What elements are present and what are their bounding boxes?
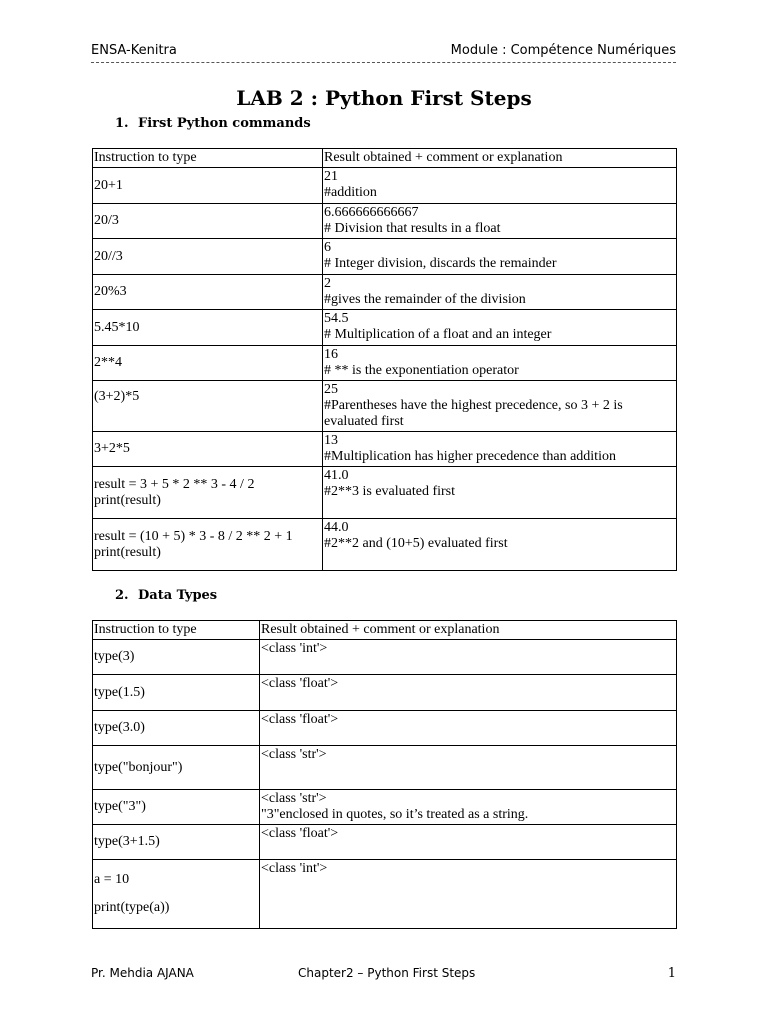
result-cell: 41.0 #2**3 is evaluated first: [323, 467, 677, 519]
instruction-cell: a = 10 print(type(a)): [93, 860, 260, 929]
instruction-cell: type(3+1.5): [93, 825, 260, 860]
section-2-heading: [115, 588, 217, 603]
col-result-header: Result obtained + comment or explanation: [260, 621, 677, 640]
instruction-cell: type("bonjour"): [93, 746, 260, 790]
table-row: [93, 467, 677, 519]
table-row: [93, 825, 677, 860]
table-row: [93, 310, 677, 346]
table-row: [93, 168, 677, 204]
section-1-number: 1.: [115, 116, 129, 131]
instruction-cell: type(1.5): [93, 675, 260, 711]
instruction-cell: 20/3: [93, 204, 323, 239]
table-row: [93, 275, 677, 310]
result-cell: 44.0 #2**2 and (10+5) evaluated first: [323, 519, 677, 571]
result-cell: <class 'int'>: [260, 640, 677, 675]
result-cell: 2 #gives the remainder of the division: [323, 275, 677, 310]
result-cell: 6.666666666667 # Division that results in a float: [323, 204, 677, 239]
header-divider: [91, 62, 676, 63]
table-row: [93, 711, 677, 746]
result-cell: 13 #Multiplication has higher precedence than addition: [323, 432, 677, 467]
table-row: [93, 432, 677, 467]
instruction-cell: 20%3: [93, 275, 323, 310]
footer-page-number: 1: [667, 966, 676, 981]
result-cell: <class 'float'>: [260, 825, 677, 860]
header-module: Module : Compétence Numériques: [450, 43, 676, 58]
section-1-heading: [115, 116, 311, 131]
result-cell: <class 'str'>: [260, 746, 677, 790]
instruction-cell: (3+2)*5: [93, 381, 323, 432]
col-instruction-header: Instruction to type: [93, 621, 260, 640]
instruction-cell: 20//3: [93, 239, 323, 275]
instruction-cell: 20+1: [93, 168, 323, 204]
instruction-cell: type("3"): [93, 790, 260, 825]
page-title: LAB 2 : Python First Steps: [236, 86, 532, 110]
result-cell: 16 # ** is the exponentiation operator: [323, 346, 677, 381]
result-cell: 54.5 # Multiplication of a float and an integer: [323, 310, 677, 346]
data-types-table: [92, 620, 677, 929]
table-row: [93, 790, 677, 825]
table-header-row: [93, 149, 677, 168]
section-2-number: 2.: [115, 588, 129, 603]
table-row: [93, 346, 677, 381]
result-cell: <class 'float'>: [260, 675, 677, 711]
result-cell: <class 'str'> "3"enclosed in quotes, so it’s treated as a string.: [260, 790, 677, 825]
table-row: [93, 746, 677, 790]
footer-author: Pr. Mehdia AJANA: [91, 966, 194, 980]
col-instruction-header: Instruction to type: [93, 149, 323, 168]
footer-chapter: Chapter2 – Python First Steps: [298, 966, 476, 980]
section-2-title: Data Types: [138, 588, 218, 603]
table-row: [93, 640, 677, 675]
table-row: [93, 239, 677, 275]
result-cell: <class 'float'>: [260, 711, 677, 746]
col-result-header: Result obtained + comment or explanation: [323, 149, 677, 168]
table-row: [93, 860, 677, 929]
table-row: [93, 675, 677, 711]
instruction-cell: 5.45*10: [93, 310, 323, 346]
instruction-cell: type(3): [93, 640, 260, 675]
instruction-cell: result = (10 + 5) * 3 - 8 / 2 ** 2 + 1 print(result): [93, 519, 323, 571]
instruction-cell: 3+2*5: [93, 432, 323, 467]
python-commands-table: [92, 148, 677, 571]
section-1-title: First Python commands: [138, 116, 311, 131]
table-row: [93, 204, 677, 239]
result-cell: 21 #addition: [323, 168, 677, 204]
result-cell: <class 'int'>: [260, 860, 677, 929]
result-cell: 6 # Integer division, discards the remainder: [323, 239, 677, 275]
instruction-cell: type(3.0): [93, 711, 260, 746]
header-school: ENSA-Kenitra: [91, 43, 177, 58]
result-cell: 25 #Parentheses have the highest precedence, so 3 + 2 is evaluated first: [323, 381, 677, 432]
table-row: [93, 519, 677, 571]
instruction-cell: 2**4: [93, 346, 323, 381]
table-row: [93, 381, 677, 432]
table-header-row: [93, 621, 677, 640]
instruction-cell: result = 3 + 5 * 2 ** 3 - 4 / 2 print(result): [93, 467, 323, 519]
page-header: [91, 43, 676, 63]
